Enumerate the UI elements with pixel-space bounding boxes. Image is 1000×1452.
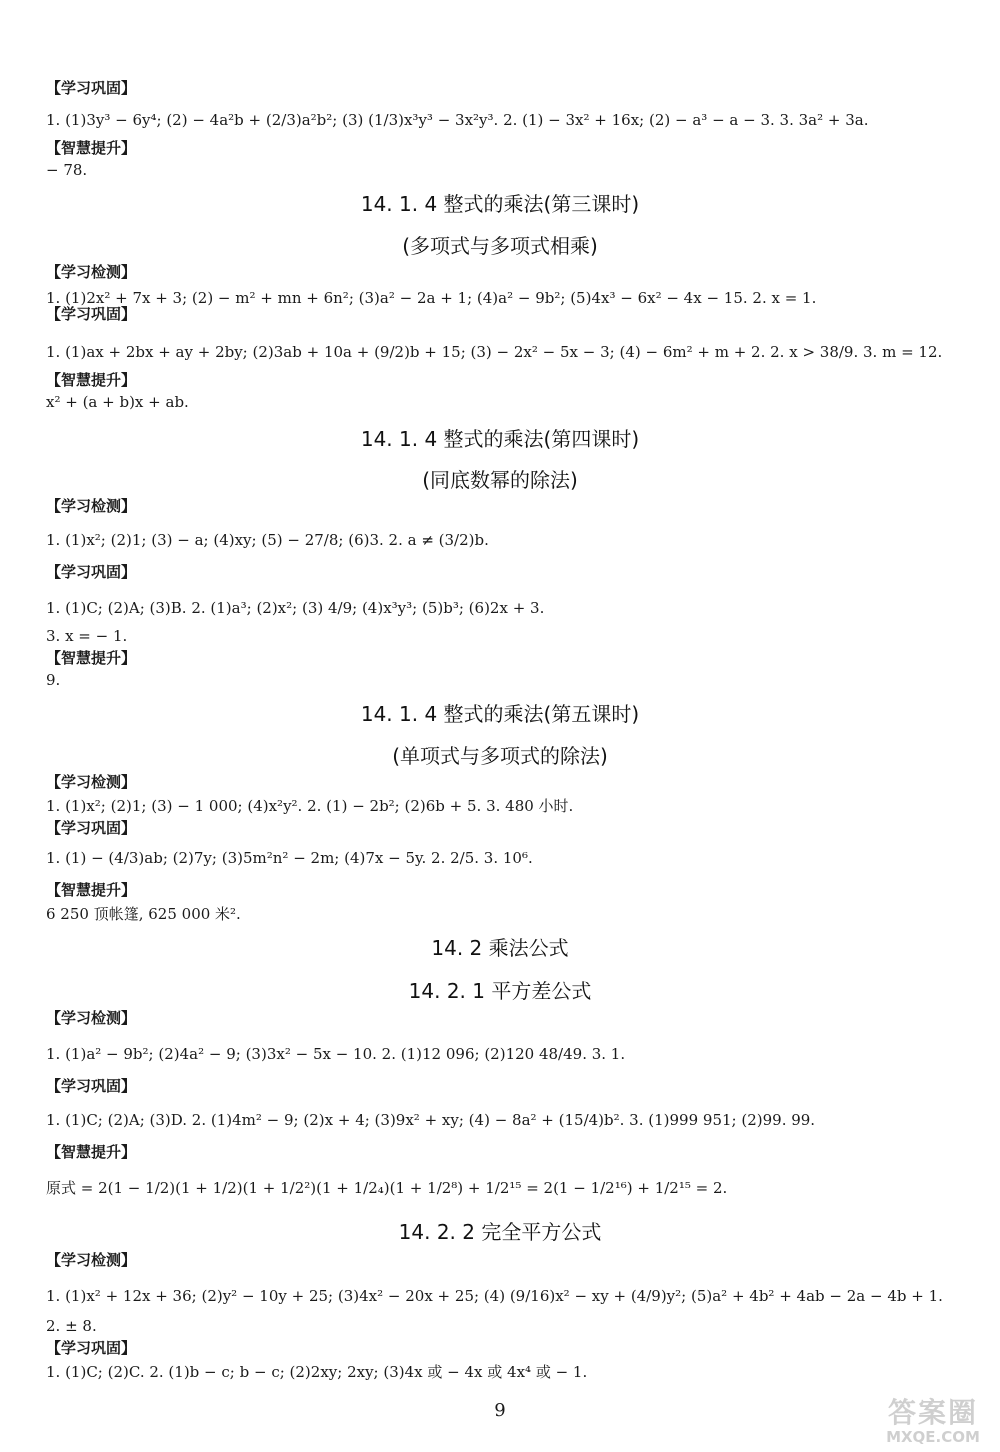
answer-line: 1. (1)3y³ − 6y⁴; (2) − 4a²b + (2/3)a²b²; (3) (1/3)x³y³ − 3x²y³. 2. (1) − 3x² + 16x; (2) − a³ − a − 3. 3. 3a² + 3a. — [46, 111, 869, 129]
watermark-logo — [872, 1398, 994, 1448]
watermark-top: 答案圈 — [887, 1396, 978, 1429]
answer-line: x² + (a + b)x + ab. — [46, 393, 189, 411]
answer-line: 1. (1)2x² + 7x + 3; (2) − m² + mn + 6n²; (3)a² − 2a + 1; (4)a² − 9b²; (5)4x³ − 6x² − 4x − 15. 2. x = 1. — [46, 289, 817, 307]
section-heading: 14. 2. 2 完全平方公式 — [398, 1220, 602, 1244]
subsection-label: 【学习检测】 — [46, 773, 137, 791]
answer-line: 1. (1)x² + 12x + 36; (2)y² − 10y + 25; (3)4x² − 20x + 25; (4) (9/16)x² − xy + (4/9)y²; (5)a² + 4b² + 4ab − 2a − 4b + 1. — [46, 1287, 943, 1305]
section-heading: (多项式与多项式相乘) — [402, 234, 598, 258]
answer-line: 1. (1)x²; (2)1; (3) − 1 000; (4)x²y². 2. (1) − 2b²; (2)6b + 5. 3. 480 小时. — [46, 797, 574, 815]
section-heading: 14. 1. 4 整式的乘法(第三课时) — [360, 192, 640, 216]
answer-line: 1. (1)C; (2)A; (3)B. 2. (1)a³; (2)x²; (3) 4/9; (4)x³y³; (5)b³; (6)2x + 3. — [46, 599, 545, 617]
subsection-label: 【学习巩固】 — [46, 1077, 137, 1095]
answer-line: 2. ± 8. — [46, 1317, 97, 1335]
answer-line: 9. — [46, 671, 61, 689]
subsection-label: 【智慧提升】 — [46, 1143, 137, 1161]
subsection-label: 【学习检测】 — [46, 263, 137, 281]
section-heading: 14. 2. 1 平方差公式 — [408, 979, 592, 1003]
watermark-bottom: MXQE.COM — [886, 1428, 980, 1446]
answer-line: 1. (1)x²; (2)1; (3) − a; (4)xy; (5) − 27/8; (6)3. 2. a ≠ (3/2)b. — [46, 531, 489, 549]
section-heading: (同底数幂的除法) — [422, 468, 578, 492]
subsection-label: 【智慧提升】 — [46, 139, 137, 157]
subsection-label: 【智慧提升】 — [46, 881, 137, 899]
subsection-label: 【学习检测】 — [46, 1009, 137, 1027]
subsection-label: 【学习巩固】 — [46, 79, 137, 97]
section-heading: 14. 1. 4 整式的乘法(第五课时) — [360, 702, 640, 726]
answer-line: 1. (1)a² − 9b²; (2)4a² − 9; (3)3x² − 5x − 10. 2. (1)12 096; (2)120 48/49. 3. 1. — [46, 1045, 626, 1063]
answer-line: 3. x = − 1. — [46, 627, 128, 645]
subsection-label: 【学习检测】 — [46, 497, 137, 515]
answer-line: 1. (1)C; (2)C. 2. (1)b − c; b − c; (2)2xy; 2xy; (3)4x 或 − 4x 或 4x⁴ 或 − 1. — [46, 1363, 588, 1381]
answer-line: 1. (1)ax + 2bx + ay + 2by; (2)3ab + 10a + (9/2)b + 15; (3) − 2x² − 5x − 3; (4) − 6m² + m + 2. 2. x > 38/9. 3. m = 12. — [46, 343, 943, 361]
subsection-label: 【学习巩固】 — [46, 305, 137, 323]
answer-line: 6 250 顶帐篷, 625 000 米². — [46, 905, 241, 923]
answer-line: − 78. — [46, 161, 88, 179]
subsection-label: 【智慧提升】 — [46, 649, 137, 667]
page-number: 9 — [494, 1400, 506, 1421]
section-heading: 14. 2 乘法公式 — [431, 936, 569, 960]
subsection-label: 【智慧提升】 — [46, 371, 137, 389]
subsection-label: 【学习巩固】 — [46, 819, 137, 837]
subsection-label: 【学习检测】 — [46, 1251, 137, 1269]
answer-line: 1. (1) − (4/3)ab; (2)7y; (3)5m²n² − 2m; (4)7x − 5y. 2. 2/5. 3. 10⁶. — [46, 849, 533, 867]
answer-line: 1. (1)C; (2)A; (3)D. 2. (1)4m² − 9; (2)x + 4; (3)9x² + xy; (4) − 8a² + (15/4)b². 3. (1)999 951; (2)99. 99. — [46, 1111, 816, 1129]
subsection-label: 【学习巩固】 — [46, 563, 137, 581]
answer-line: 原式 = 2(1 − 1/2)(1 + 1/2)(1 + 1/2²)(1 + 1/2₄)(1 + 1/2⁸) + 1/2¹⁵ = 2(1 − 1/2¹⁶) + 1/2¹⁵ = 2. — [46, 1179, 728, 1197]
section-heading: 14. 1. 4 整式的乘法(第四课时) — [360, 427, 640, 451]
subsection-label: 【学习巩固】 — [46, 1339, 137, 1357]
section-heading: (单项式与多项式的除法) — [392, 744, 608, 768]
